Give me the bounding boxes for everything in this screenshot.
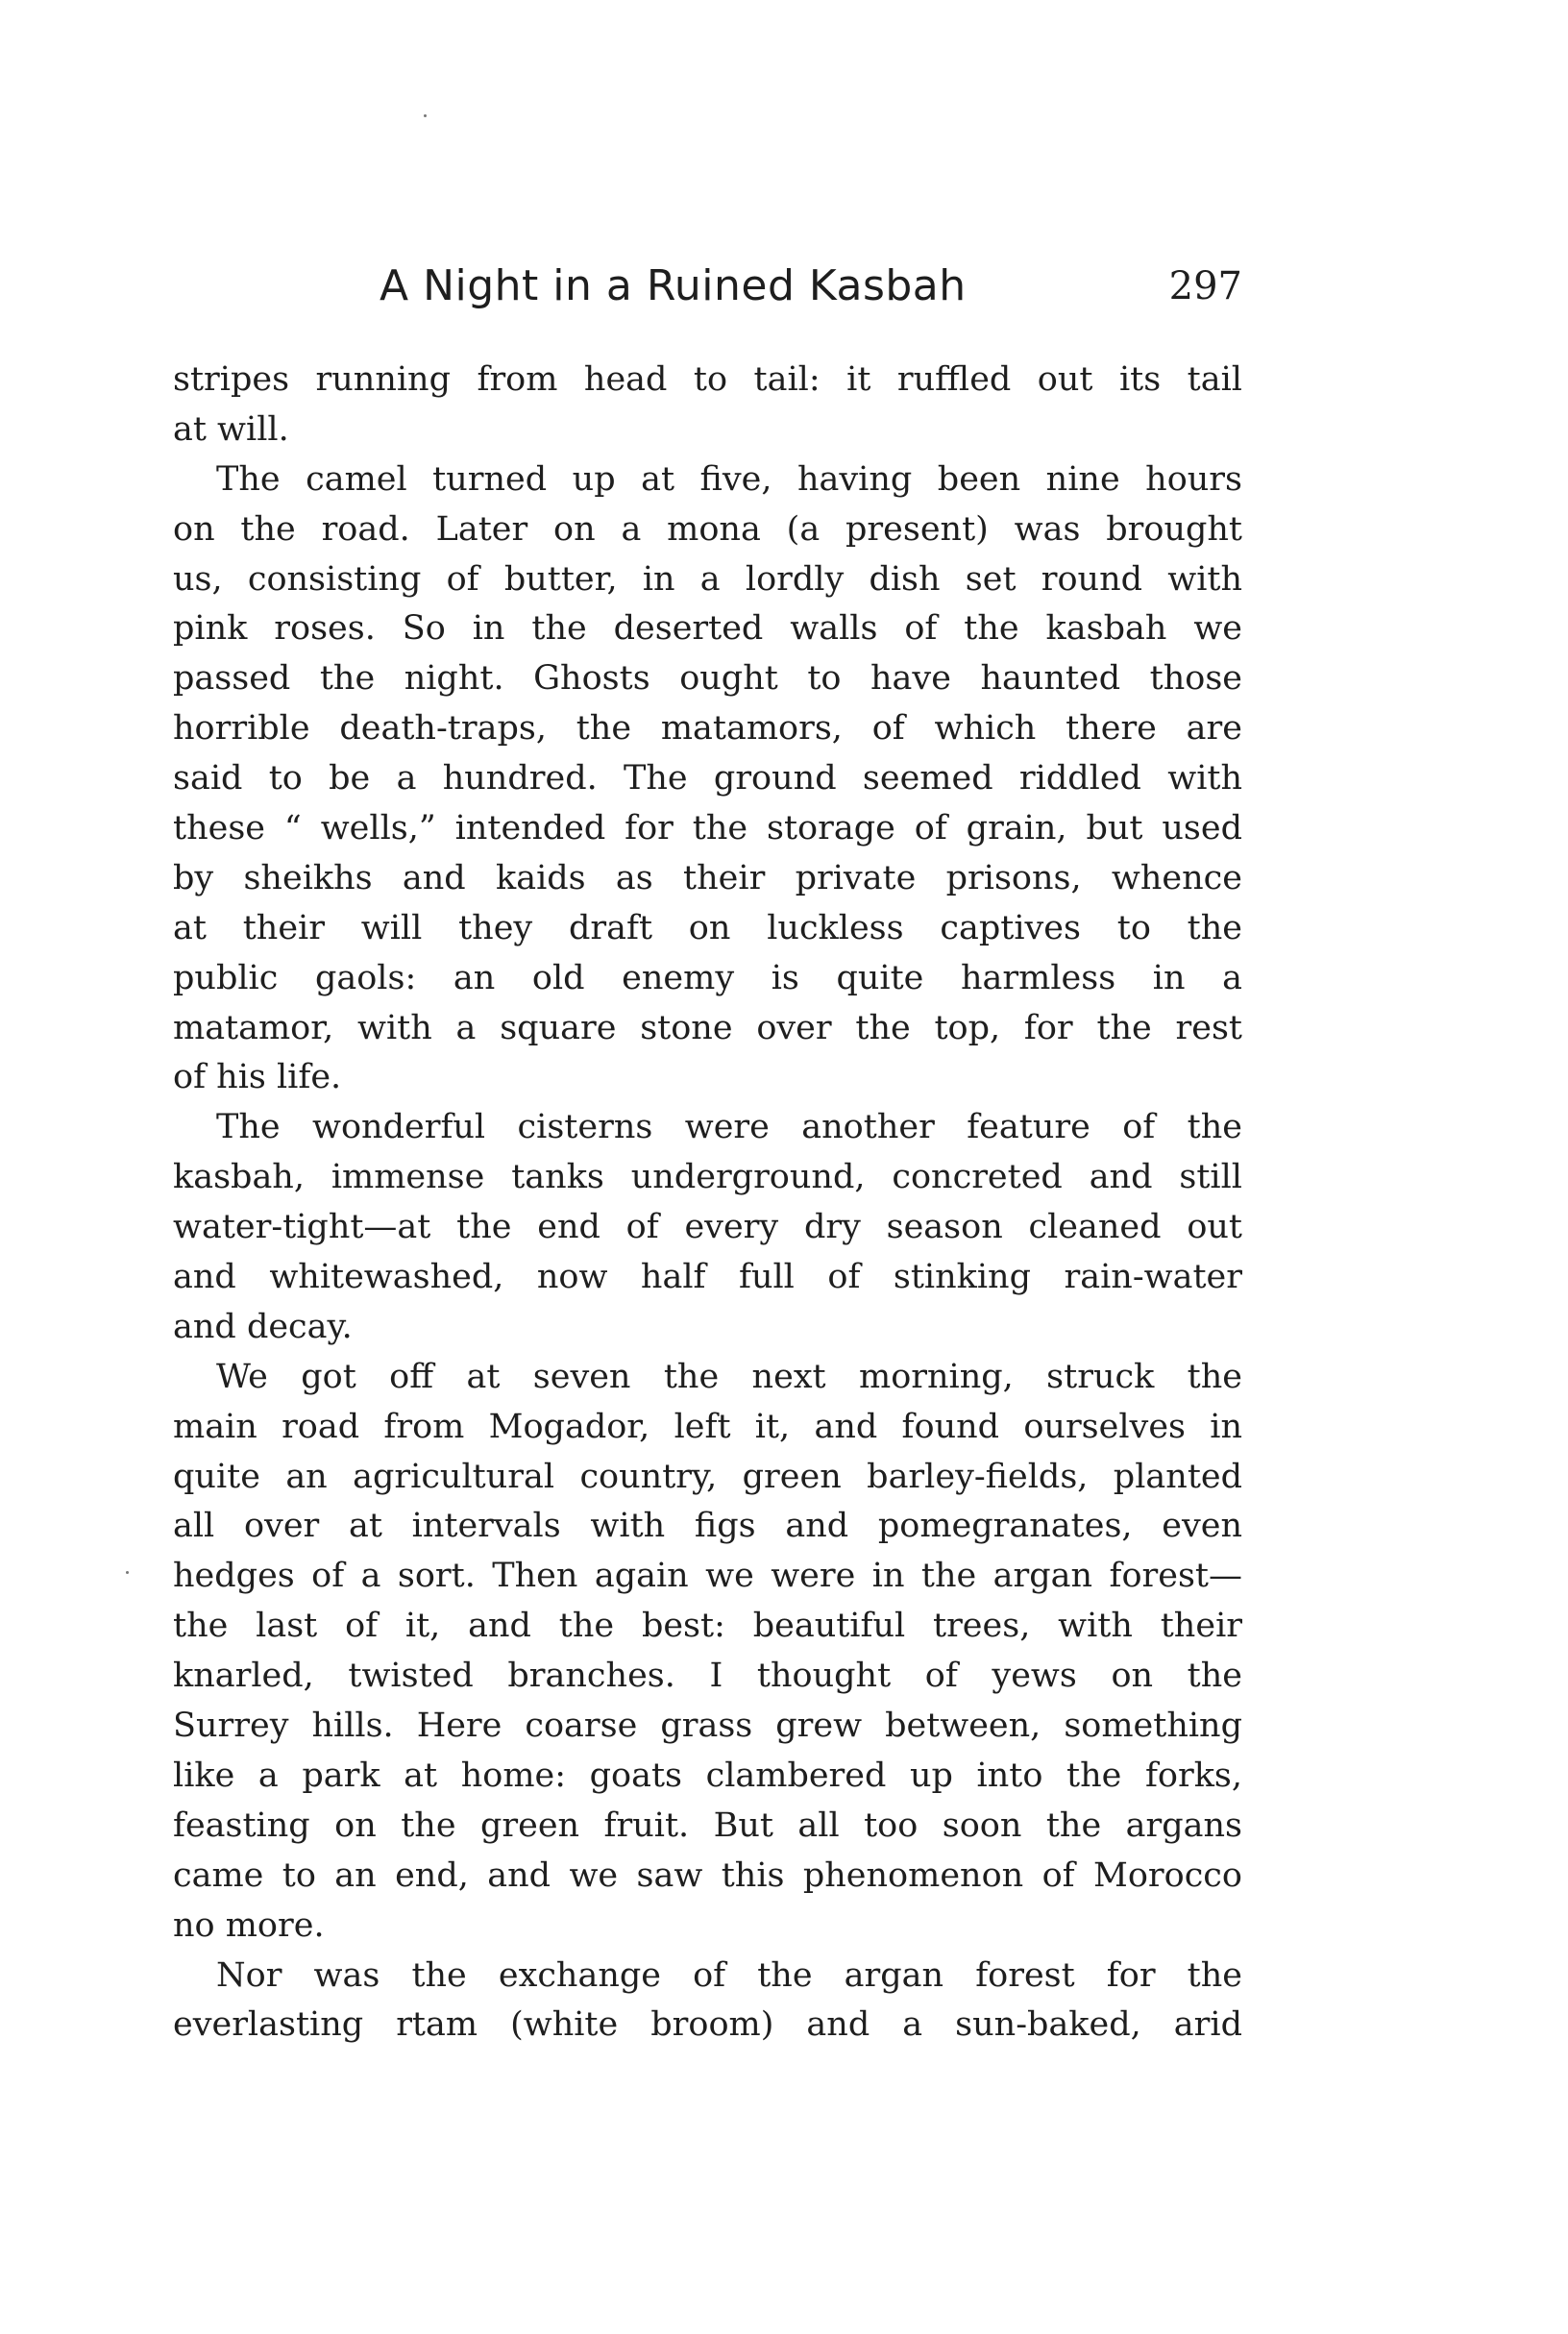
text-line: quite an agricultural country, green barley-fields, planted	[173, 1457, 1242, 1496]
text-line: feasting on the green fruit. But all too soon the argans	[173, 1806, 1242, 1845]
text-line: no more.	[173, 1905, 325, 1945]
paragraph-first-line: We got off at seven the next morning, struck the	[216, 1357, 1242, 1396]
page-number: 297	[1168, 264, 1242, 308]
paragraph-first-line: Nor was the exchange of the argan forest for the	[216, 1955, 1242, 1995]
text-line: and decay.	[173, 1307, 353, 1346]
stray-ink-mark	[126, 1571, 129, 1574]
text-line: water-tight—at the end of every dry season cleaned out	[173, 1208, 1242, 1247]
text-line: all over at intervals with figs and pomegranates, even	[173, 1507, 1242, 1546]
text-line: passed the night. Ghosts ought to have haunted those	[173, 659, 1242, 699]
text-line: everlasting rtam (white broom) and a sun-baked, arid	[173, 2005, 1242, 2045]
text-line: these “ wells,” intended for the storage of grain, but used	[173, 809, 1242, 848]
paragraph-first-line: The camel turned up at five, having been nine hours	[216, 459, 1242, 499]
text-line: on the road. Later on a mona (a present) was brought	[173, 509, 1242, 549]
text-line: stripes running from head to tail: it ruffled out its tail	[173, 360, 1242, 399]
text-line: matamor, with a square stone over the top, for the rest	[173, 1008, 1242, 1047]
text-line: by sheikhs and kaids as their private prisons, whence	[173, 858, 1242, 897]
text-line: us, consisting of butter, in a lordly dish set round with	[173, 559, 1242, 599]
text-line: public gaols: an old enemy is quite harmless in a	[173, 958, 1242, 997]
text-line: at their will they draft on luckless captives to the	[173, 908, 1242, 947]
text-line: hedges of a sort. Then again we were in the argan forest—	[173, 1557, 1242, 1596]
running-title: A Night in a Ruined Kasbah	[380, 261, 967, 310]
text-line: like a park at home: goats clambered up into the forks,	[173, 1756, 1242, 1795]
paragraph-first-line: The wonderful cisterns were another feature of the	[216, 1108, 1242, 1147]
text-line: knarled, twisted branches. I thought of yews on the	[173, 1657, 1242, 1696]
text-line: horrible death-traps, the matamors, of which there are	[173, 709, 1242, 749]
text-line: kasbah, immense tanks underground, concreted and still	[173, 1158, 1242, 1197]
text-line: came to an end, and we saw this phenomenon of Morocco	[173, 1855, 1242, 1895]
text-line: pink roses. So in the deserted walls of the kasbah we	[173, 609, 1242, 649]
text-line: the last of it, and the best: beautiful trees, with their	[173, 1607, 1242, 1646]
text-line: and whitewashed, now half full of stinking rain-water	[173, 1258, 1242, 1297]
text-line: main road from Mogador, left it, and found ourselves in	[173, 1407, 1242, 1446]
stray-ink-mark	[424, 114, 427, 117]
text-line: of his life.	[173, 1058, 342, 1097]
text-line: Surrey hills. Here coarse grass grew between, something	[173, 1707, 1242, 1746]
body-text	[173, 356, 1242, 2051]
text-line: at will.	[173, 409, 289, 449]
text-line: said to be a hundred. The ground seemed riddled with	[173, 759, 1242, 798]
page-header	[173, 252, 1242, 321]
